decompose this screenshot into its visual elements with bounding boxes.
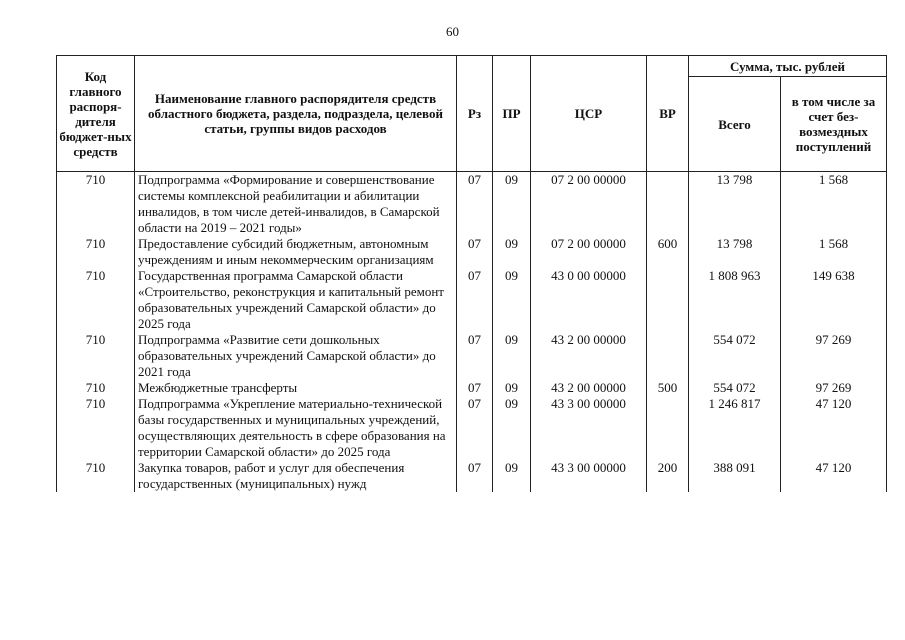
code-cell: 710 <box>57 236 135 268</box>
table-row <box>57 172 887 237</box>
page-number: 60 <box>446 24 459 39</box>
csr-cell: 43 3 00 00000 <box>531 396 647 460</box>
pr-cell: 09 <box>493 268 531 332</box>
vr-cell <box>647 396 689 460</box>
total-cell: 554 072 <box>689 332 781 380</box>
rz-cell: 07 <box>457 268 493 332</box>
rz-cell: 07 <box>457 460 493 492</box>
csr-cell: 07 2 00 00000 <box>531 172 647 237</box>
pr-cell: 09 <box>493 236 531 268</box>
name-cell: Межбюджетные трансферты <box>135 380 457 396</box>
header-csr: ЦСР <box>531 56 647 172</box>
table-row <box>57 332 887 380</box>
name-cell: Предоставление субсидий бюджетным, автономным учреждениям и иным некоммерческим организациям <box>135 236 457 268</box>
budget-table <box>56 55 887 492</box>
code-cell: 710 <box>57 172 135 237</box>
total-cell: 554 072 <box>689 380 781 396</box>
total-cell: 1 246 817 <box>689 396 781 460</box>
total-cell: 388 091 <box>689 460 781 492</box>
table-row <box>57 396 887 460</box>
free-cell: 1 568 <box>781 172 887 237</box>
code-cell: 710 <box>57 332 135 380</box>
free-cell: 149 638 <box>781 268 887 332</box>
free-cell: 47 120 <box>781 396 887 460</box>
table-row <box>57 460 887 492</box>
vr-cell <box>647 332 689 380</box>
code-cell: 710 <box>57 268 135 332</box>
header-free: в том числе за счет без-возмездных поступлений <box>781 77 887 172</box>
vr-cell <box>647 268 689 332</box>
rz-cell: 07 <box>457 172 493 237</box>
total-cell: 13 798 <box>689 172 781 237</box>
vr-cell: 600 <box>647 236 689 268</box>
header-sum: Сумма, тыс. рублей <box>689 56 887 77</box>
pr-cell: 09 <box>493 460 531 492</box>
table-body <box>57 172 887 493</box>
rz-cell: 07 <box>457 236 493 268</box>
table-row <box>57 380 887 396</box>
rz-cell: 07 <box>457 396 493 460</box>
csr-cell: 07 2 00 00000 <box>531 236 647 268</box>
total-cell: 1 808 963 <box>689 268 781 332</box>
code-cell: 710 <box>57 460 135 492</box>
free-cell: 1 568 <box>781 236 887 268</box>
name-cell: Закупка товаров, работ и услуг для обеспечения государственных (муниципальных) нужд <box>135 460 457 492</box>
csr-cell: 43 2 00 00000 <box>531 380 647 396</box>
rz-cell: 07 <box>457 332 493 380</box>
name-cell: Подпрограмма «Развитие сети дошкольных образовательных учреждений Самарской области» до 2021 года <box>135 332 457 380</box>
vr-cell: 200 <box>647 460 689 492</box>
csr-cell: 43 0 00 00000 <box>531 268 647 332</box>
total-cell: 13 798 <box>689 236 781 268</box>
rz-cell: 07 <box>457 380 493 396</box>
code-cell: 710 <box>57 396 135 460</box>
csr-cell: 43 2 00 00000 <box>531 332 647 380</box>
code-cell: 710 <box>57 380 135 396</box>
free-cell: 97 269 <box>781 332 887 380</box>
header-vr: ВР <box>647 56 689 172</box>
header-total: Всего <box>689 77 781 172</box>
csr-cell: 43 3 00 00000 <box>531 460 647 492</box>
free-cell: 97 269 <box>781 380 887 396</box>
vr-cell <box>647 172 689 237</box>
header-code: Код главного распоря-дителя бюджет-ных средств <box>57 56 135 172</box>
table-row <box>57 268 887 332</box>
name-cell: Подпрограмма «Формирование и совершенствование системы комплексной реабилитации и абилитации инвалидов, в том числе детей-инвалидов, в Самарской области на 2019 – 2021 годы» <box>135 172 457 237</box>
header-rz: Рз <box>457 56 493 172</box>
pr-cell: 09 <box>493 332 531 380</box>
free-cell: 47 120 <box>781 460 887 492</box>
name-cell: Государственная программа Самарской области «Строительство, реконструкция и капитальный ремонт образовательных учреждений Самарской области» до 2025 года <box>135 268 457 332</box>
name-cell: Подпрограмма «Укрепление материально-технической базы государственных и муниципальных учреждений, осуществляющих деятельность в сфере образования на территории Самарской области» до 2025 года <box>135 396 457 460</box>
pr-cell: 09 <box>493 172 531 237</box>
pr-cell: 09 <box>493 380 531 396</box>
pr-cell: 09 <box>493 396 531 460</box>
table-row <box>57 236 887 268</box>
header-name: Наименование главного распорядителя средств областного бюджета, раздела, подраздела, целевой статьи, группы видов расходов <box>135 56 457 172</box>
vr-cell: 500 <box>647 380 689 396</box>
header-pr: ПР <box>493 56 531 172</box>
